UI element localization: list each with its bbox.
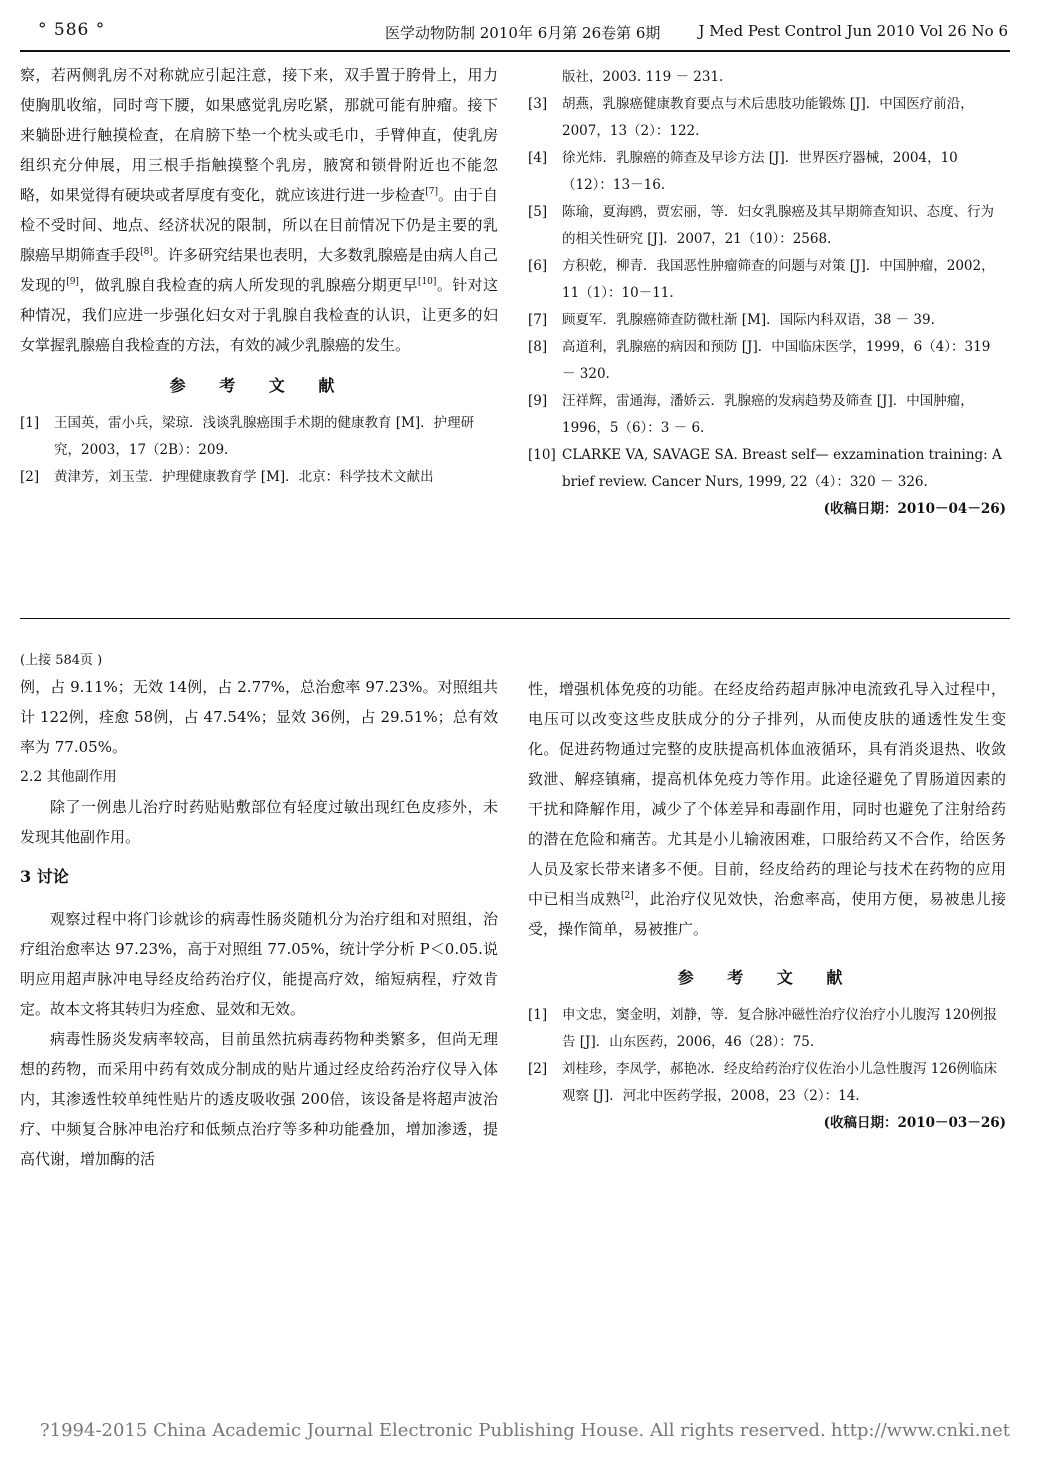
reference-item (528, 1056, 1006, 1110)
citation: [8] (140, 247, 153, 257)
top-left-column (20, 60, 498, 491)
reference-text: 版社，2003. 119 － 231. (562, 69, 724, 85)
paragraph-text: 。许多研究结果也表明，大多数乳腺癌是由病人自己发现的 (20, 246, 498, 294)
page-number: ° 586 ° (38, 20, 106, 40)
journal-title-en: J Med Pest Control Jun 2010 Vol 26 No 6 (698, 22, 1008, 40)
reference-item (528, 307, 1006, 334)
journal-title: 医学动物防制 2010年 6月第 26卷第 6期 (385, 24, 661, 42)
top-right-column (528, 64, 1006, 522)
received-date: (收稿日期：2010－04－26) (823, 501, 1006, 517)
subsection-heading: 2.2 其他副作用 (20, 769, 117, 785)
paragraph-text: ，此治疗仪见效快，治愈率高，使用方便，易被患儿接受，操作简单，易被推广。 (528, 890, 1006, 938)
reference-text: 方积乾，柳青．我国恶性肿瘤筛查的问题与对策 [J]．中国肿瘤，2002，11（1）：10－11. (562, 258, 995, 301)
paragraph-text: 。由于自检不受时间、地点、经济状况的限制，所以在目前情况下仍是主要的乳腺癌早期筛查手段 (20, 186, 498, 264)
received-date: (收稿日期：2010－03－26) (823, 1115, 1006, 1131)
reference-text: 申文忠，窦金明，刘静，等．复合脉冲磁性治疗仪治疗小儿腹泻 120例报告 [J]．山东医药，2006，46（28）：75. (562, 1007, 998, 1050)
section-divider (20, 618, 1010, 619)
reference-item (528, 334, 1006, 388)
citation: [7] (425, 187, 438, 197)
paragraph-text: 性，增强机体免疫的功能。在经皮给药超声脉冲电流致孔导入过程中，电压可以改变这些皮肤成分的分子排列，从而使皮肤的通透性发生变化。促进药物通过完整的皮肤提高机体血液循环，具有消炎退热、收敛致泄、解痉镇痛，提高机体免疫力等作用。此途径避免了胃肠道因素的干扰和降解作用，减少了个体差异和毒副作用，同时也避免了注射给药的潜在危险和痛苦。尤其是小儿输液困难，口服给药又不合作，给医务人员及家长带来诸多不便。目前，经皮给药的理论与技术在药物的应用中已相当成熟 (528, 680, 1006, 908)
reference-number: [4] (528, 150, 548, 166)
reference-text: 高道利，乳腺癌的病因和预防 [J]．中国临床医学，1999，6（4）：319 － 320. (562, 339, 991, 382)
bottom-left-column (20, 650, 498, 1174)
reference-text: 黄津芳，刘玉莹．护理健康教育学 [M]．北京：科学技术文献出 (54, 469, 434, 485)
citation: [9] (66, 277, 79, 287)
body-paragraph: 例，占 9.11%；无效 14例，占 2.77%，总治愈率 97.23%。对照组共计 122例，痊愈 58例，占 47.54%；显效 36例，占 29.51%；总有效率为 77.05%。 (20, 678, 498, 756)
reference-text: 汪祥辉，雷通海，潘娇云．乳腺癌的发病趋势及筛查 [J]．中国肿瘤，1996，5（6）：3 － 6. (562, 393, 974, 436)
reference-item (528, 388, 1006, 442)
paragraph-text: 。针对这种情况，我们应进一步强化妇女对于乳腺自我检查的认识，让更多的妇女掌握乳腺癌自我检查的方法，有效的减少乳腺癌的发生。 (20, 276, 498, 354)
body-paragraph (528, 674, 1006, 944)
reference-text: 刘桂珍，李凤学，郝艳冰．经皮给药治疗仪佐治小儿急性腹泻 126例临床观察 [J]．河北中医药学报，2008，23（2）：14. (562, 1061, 998, 1104)
reference-item (528, 64, 1006, 91)
reference-text: 徐光炜．乳腺癌的筛查及早诊方法 [J]．世界医疗器械，2004，10（12）：13－16. (562, 150, 958, 193)
citation: [2] (621, 891, 634, 901)
paragraph-text: 察，若两侧乳房不对称就应引起注意，接下来，双手置于胯骨上，用力使胸肌收缩，同时弯下腰，如果感觉乳房吃紧，那就可能有肿瘤。接下来躺卧进行触摸检查，在肩膀下垫一个枕头或毛巾，手臂伸直，使乳房组织充分伸展，用三根手指触摸整个乳房，腋窝和锁骨附近也不能忽略，如果觉得有硬块或者厚度有变化，就应该进行进一步检查 (20, 66, 498, 204)
body-paragraph: 除了一例患儿治疗时药贴贴敷部位有轻度过敏出现红色皮疹外，未发现其他副作用。 (20, 798, 498, 846)
reference-item (528, 199, 1006, 253)
reference-number: [9] (528, 393, 548, 409)
section-heading: 3 讨论 (20, 867, 69, 886)
reference-number: [2] (528, 1061, 548, 1077)
references-title: 参 考 文 献 (677, 968, 857, 987)
reference-text: 王国英，雷小兵，梁琼．浅谈乳腺癌围手术期的健康教育 [M]．护理研究，2003，17（2B）：209. (54, 415, 475, 458)
citation: [10] (417, 277, 437, 287)
reference-text: CLARKE VA, SAVAGE SA. Breast self— exzamination training: A brief review. Cancer Nurs, 1999, 22（4）：320 － 326. (562, 447, 1002, 490)
footer-url: http://www.cnki.net (830, 1420, 1010, 1441)
body-paragraph (20, 60, 498, 360)
paragraph-text: ，做乳腺自我检查的病人所发现的乳腺癌分期更早 (78, 276, 418, 294)
page-footer (40, 1420, 1010, 1441)
page-header (20, 14, 1010, 52)
reference-text: 陈瑜，夏海鸥，贾宏丽，等．妇女乳腺癌及其早期筛查知识、态度、行为的相关性研究 [J]．2007，21（10）：2568. (562, 204, 994, 247)
reference-number: [7] (528, 312, 548, 328)
reference-item (528, 145, 1006, 199)
continued-note: (上接 584页 ) (20, 653, 103, 668)
body-paragraph: 病毒性肠炎发病率较高，目前虽然抗病毒药物种类繁多，但尚无理想的药物，而采用中药有效成分制成的贴片通过经皮给药治疗仪导入体内，其渗透性较单纯性贴片的透皮吸收强 200倍，该设备是将超声波治疗、中频复合脉冲电治疗和低频点治疗等多种功能叠加，增加渗透，提高代谢，增加酶的活 (20, 1030, 498, 1168)
reference-item (20, 410, 498, 464)
reference-text: 顾夏军．乳腺癌筛查防微杜渐 [M]．国际内科双语，38 － 39. (562, 312, 935, 328)
body-paragraph: 观察过程中将门诊就诊的病毒性肠炎随机分为治疗组和对照组，治疗组治愈率达 97.23%，高于对照组 77.05%，统计学分析 P＜0.05.说明应用超声脉冲电导经皮给药治疗仪，能提高疗效，缩短病程，疗效肯定。故本文将其转归为痊愈、显效和无效。 (20, 910, 498, 1018)
reference-number: [2] (20, 469, 40, 485)
copyright-text: ?1994-2015 China Academic Journal Electronic Publishing House. All rights reserved. (40, 1420, 826, 1441)
references-title: 参 考 文 献 (169, 376, 349, 395)
reference-number: [5] (528, 204, 548, 220)
bottom-right-column (528, 674, 1006, 1136)
reference-number: [3] (528, 96, 548, 112)
reference-item (528, 253, 1006, 307)
reference-number: [8] (528, 339, 548, 355)
reference-number: [10] (528, 447, 556, 463)
reference-number: [1] (20, 415, 40, 431)
reference-item (528, 91, 1006, 145)
reference-number: [6] (528, 258, 548, 274)
reference-item (20, 464, 498, 491)
reference-item (528, 442, 1006, 496)
reference-text: 胡燕，乳腺癌健康教育要点与术后患肢功能锻炼 [J]．中国医疗前沿，2007，13（2）：122. (562, 96, 974, 139)
reference-item (528, 1002, 1006, 1056)
reference-number: [1] (528, 1007, 548, 1023)
